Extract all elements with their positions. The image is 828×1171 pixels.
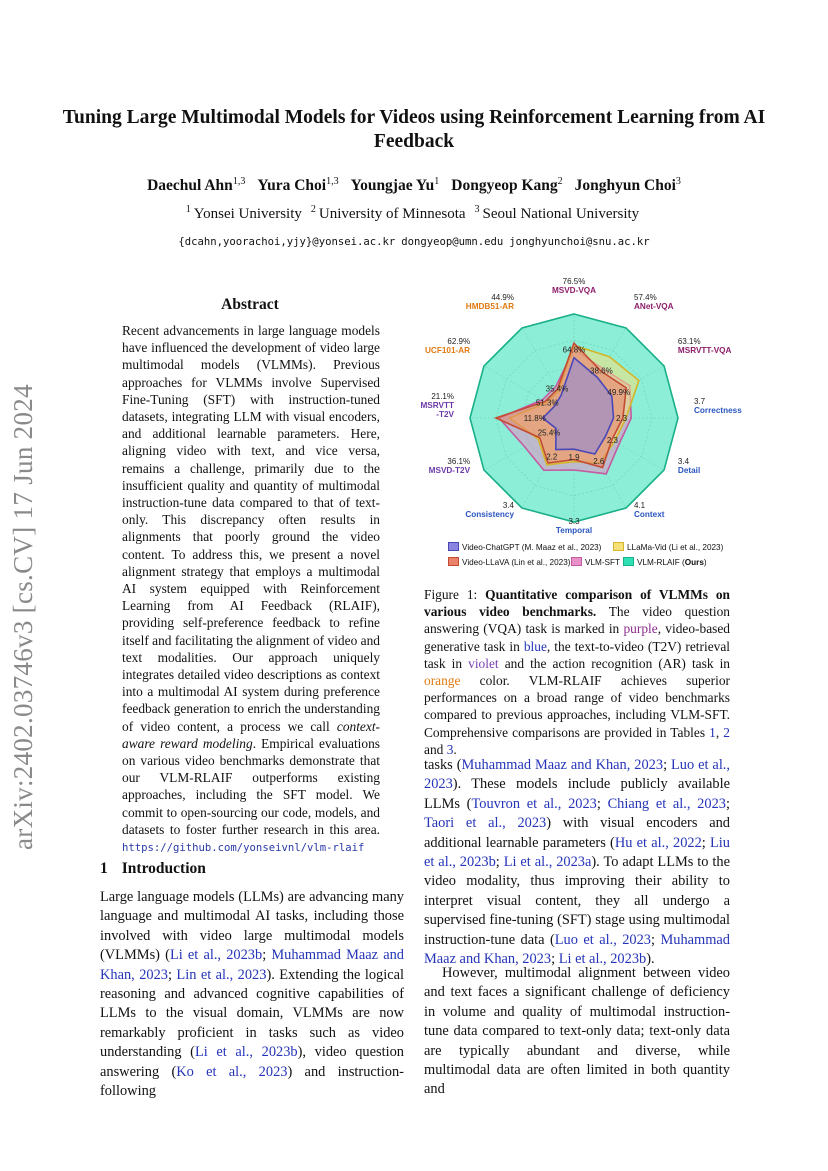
value-label: 64.8% [562,345,586,355]
legend-swatch [448,542,459,551]
abstract-text-1: Recent advancements in large language models have influenced the development of video large multimodal models (VLMMs). Previous approaches for VLMMs involve Supervised Fine-Tuning (SFT) with instruction-tuned datasets, integrating LLM with visual encoders, and additional learnable parameters. Here, aligning video with text, and vice versa, remains a challenge, primarily due to the insufficient quality and quantity of multimodal instruction-tune data compared to that of text-only. This discrepancy often results in alignments that poorly ground the video content. To address this, we present a novel alignment strategy that employs a multimodal AI system equipped with Reinforcement Learning from AI Feedback (RLAIF), providing self-preference feedback to refine itself and facilitating the alignment of video and text modalities. Our approach uniquely integrates detailed video descriptions as context into a multimodal AI system during preference feedback generation to enrich the understanding of video content, a process we call [122,323,380,734]
axis-label: MSVD-VQA [551,286,597,295]
section-heading-introduction [100,860,220,878]
author-affil-mark: 1 [434,176,440,187]
code-link[interactable]: https://github.com/yonseivnl/vlm-rlaif [122,842,365,855]
citation-link[interactable]: Touvron et al., 2023 [471,795,597,812]
axis-max-label: 63.1% [677,337,701,346]
body-text: ; [596,795,608,812]
body-text: ). Extending the logical reasoning and advanced cognitive capabilities of LLMs to the visual domain, VLMMs are now remarkably proficient in tasks such as video understanding ( [100,966,404,1061]
affil-mark: 1 [185,204,191,215]
body-text: ). These models include publicly available LLMs ( [424,776,730,812]
value-label: 35.4% [545,384,569,394]
axis-label: Context [634,509,665,519]
intro-paragraph-right [424,756,730,969]
body-text: ; [167,966,177,983]
axis-max-label: 62.9% [447,337,471,346]
body-text: ; [701,834,711,851]
legend-label: LLaMa-Vid (Li et al., 2023) [627,543,724,552]
citation-link[interactable]: Hu et al., 2022 [614,834,702,851]
section-title: Introduction [121,860,206,877]
body-text: ; [262,947,272,964]
value-label: 2.3 [615,414,628,423]
axis-max-label: 3.4 [502,500,514,510]
axis-label: Correctness [694,406,742,415]
citation-link[interactable]: Chiang et al., 2023 [607,795,726,812]
value-label: 11.8% [523,414,546,423]
body-text: ; [651,931,661,948]
affil-mark: 2 [310,204,316,215]
caption-colored-word: 3 [446,741,454,757]
paper-title: Tuning Large Multimodal Models for Videos using Reinforcement Learning from AI Feedback [62,107,766,152]
email-address[interactable]: {dcahn,yoorachoi,yjy}@yonsei.ac.kr [178,236,396,248]
abstract-text-2: . Empirical evaluations on various video benchmarks demonstrate that our VLM-RLAIF outperforms existing approaches, including the SFT model. We commit to open-sourcing our code, models, and datasets to foster further research in this area. [122,735,380,837]
caption-text: . [453,741,457,757]
abstract-italic: context-aware reward modeling [122,718,380,751]
author-text: Daechul Ahn [147,177,233,195]
body-text: ; [551,951,559,968]
legend-item [571,557,620,567]
arxiv-watermark: arXiv:2402.03746v3 [cs.CV] 17 Jun 2024 [8,384,38,850]
axis-max-label: 76.5% [562,277,586,286]
legend-label: VLM-SFT [585,558,621,567]
axis-label: MSRVTT-VQA [677,346,732,355]
body-text: Large language models (LLMs) are advancing many language and multimodal AI tasks, including those involved with video large multimodal models (VLMMs) ( [100,889,404,964]
axis-label: -T2V [436,410,454,419]
axis-label: Detail [677,466,701,475]
affil-mark: 3 [474,204,480,215]
axis-label: ANet-VQA [634,302,674,312]
caption-text: color. VLM-RLAIF achieves superior performances on a broad range of video benchmarks compared to previous approaches, including VLM-SFT. Comprehensive comparisons are provided in Tables [424,673,730,740]
author-name [257,177,338,194]
value-label: 2.2 [546,452,558,462]
author-affil-mark: 3 [675,176,681,187]
email-list [60,236,768,248]
caption-text: and [424,741,447,757]
legend-swatch [613,542,624,551]
author-name [575,177,681,194]
author-text: Youngjae Yu [350,177,435,195]
body-text: ) with visual encoders and additional learnable parameters ( [424,815,730,851]
body-text: ; [495,854,504,871]
author-affil-mark: 1,3 [232,176,246,187]
intro-paragraph-right-2: However, multimodal alignment between video and text faces a significant challenge of deficiency in volume and quality of multimodal instruction-tune data compared to text-only data; text-only data are typically abundant and diverse, while multimodal data are often limited in both quantity and [424,965,730,1098]
axis-label: HMDB51-AR [465,302,514,312]
axis-max-label: 44.9% [491,293,514,303]
intro-paragraph-left [100,888,404,1101]
value-label: 2.3 [606,436,619,446]
caption-colored-word: 2 [723,724,730,740]
axis-max-label: 36.1% [447,457,471,466]
axis-max-label: 57.4% [634,293,657,303]
axis-max-label: 21.1% [431,392,454,401]
author-text: Dongyeop Kang [451,177,558,195]
legend-item [448,557,570,567]
body-text: ) and instruction-following [100,1063,404,1100]
caption-text: and the action recognition (AR) task in [498,655,730,671]
body-text: ), video question answering ( [100,1044,405,1080]
citation-link[interactable]: Luo et al., 2023 [554,931,652,948]
legend-label-close: ) [703,558,707,567]
caption-label: Figure 1: [424,587,486,602]
axis-label: Consistency [465,509,514,519]
author-name [351,177,440,194]
author-affil-mark: 2 [557,176,563,187]
axis-label: MSVD-T2V [428,466,471,475]
value-label: 1.9 [568,453,580,463]
legend-swatch [571,557,582,566]
author-name [147,177,245,194]
legend-label: Video-LLaVA (Lin et al., 2023) [462,558,571,567]
axis-max-label: 3.4 [677,457,690,466]
axis-max-label: 4.1 [634,500,646,510]
legend-item [448,542,601,552]
caption-colored-word: violet [468,655,499,671]
abstract-body [122,322,380,857]
author-list [60,176,768,195]
legend-item [623,557,707,567]
axis-label: UCF101-AR [425,346,471,355]
citation-link[interactable]: Ko et al., 2023 [176,1063,288,1080]
citation-link[interactable]: Luo et al., 2023 [424,757,731,793]
affil-name: Yonsei University [193,206,302,222]
caption-bold: Quantitative comparison of VLMMs on various video benchmarks. [424,587,730,620]
citation-link[interactable]: Li et al., 2023b [194,1044,298,1061]
author-text: Jonghyun Choi [574,177,676,195]
axis-label: MSRVTT [420,401,454,410]
caption-text: , video-based generative task in [424,621,730,654]
body-text: tasks ( [424,757,462,773]
citation-link[interactable]: Muhammad Maaz and Khan, 2023 [100,947,404,983]
legend-swatch [623,557,634,566]
value-label: 38.6% [590,366,613,376]
axis-label: Temporal [555,526,593,535]
caption-colored-word: 1 [709,724,716,740]
legend-swatch [448,557,459,566]
body-text: ). [646,951,655,968]
citation-link[interactable]: Li et al., 2023b [169,947,263,964]
email-address[interactable]: jonghyunchoi@snu.ac.kr [509,236,650,248]
affiliation [186,206,305,222]
caption-colored-word: orange [424,673,461,689]
body-text: ). To adapt LLMs to the video modality, thus improving their ability to interpret visual content, they all undergo a supervised fine-tuning (SFT) stage using multimodal instruction-tune data ( [424,854,731,948]
caption-colored-word: blue [523,638,547,654]
citation-link[interactable]: Li et al., 2023b [558,951,647,968]
legend-label: VLM-RLAIF ( [637,558,685,567]
axis-max-label: 3.7 [694,397,706,406]
legend-item [613,542,723,552]
figure-caption [424,586,730,758]
affil-name: University of Minnesota [318,206,466,222]
affil-name: Seoul National University [482,206,640,222]
citation-link[interactable]: Muhammad Maaz and Khan, 2023 [424,931,730,968]
abstract-heading: Abstract [221,296,279,313]
citation-link[interactable]: Taori et al., 2023 [424,815,547,832]
body-text: ; [663,757,671,773]
author-name [451,177,562,194]
email-address[interactable]: dongyeop@umn.edu [401,236,504,248]
value-label: 2.6 [593,456,605,466]
citation-link[interactable]: Muhammad Maaz and Khan, 2023 [461,757,664,773]
affiliation [311,206,469,222]
citation-link[interactable]: Li et al., 2023a [503,854,592,871]
axis-max-label: 3.3 [568,517,580,526]
author-text: Yura Choi [257,177,327,195]
legend-label-bold: Ours [684,558,704,567]
radar-chart [412,277,742,540]
affiliation-list [60,204,768,223]
citation-link[interactable]: Liu et al., 2023b [424,834,730,871]
author-affil-mark: 1,3 [326,176,339,187]
caption-text: The video question answering (VQA) task is marked in [424,604,730,637]
caption-colored-word: purple [623,621,658,637]
legend-label: Video-ChatGPT (M. Maaz et al., 2023) [462,543,602,552]
value-label: 51.3% [535,398,559,408]
caption-text: , [715,724,724,740]
value-label: 49.9% [607,388,631,398]
section-number: 1 [100,860,108,877]
value-label: 25.4% [537,428,561,438]
caption-text: , the text-to-video (T2V) retrieval task in [424,638,730,671]
body-text: ; [725,795,730,812]
citation-link[interactable]: Lin et al., 2023 [176,966,267,983]
affiliation [475,206,643,222]
